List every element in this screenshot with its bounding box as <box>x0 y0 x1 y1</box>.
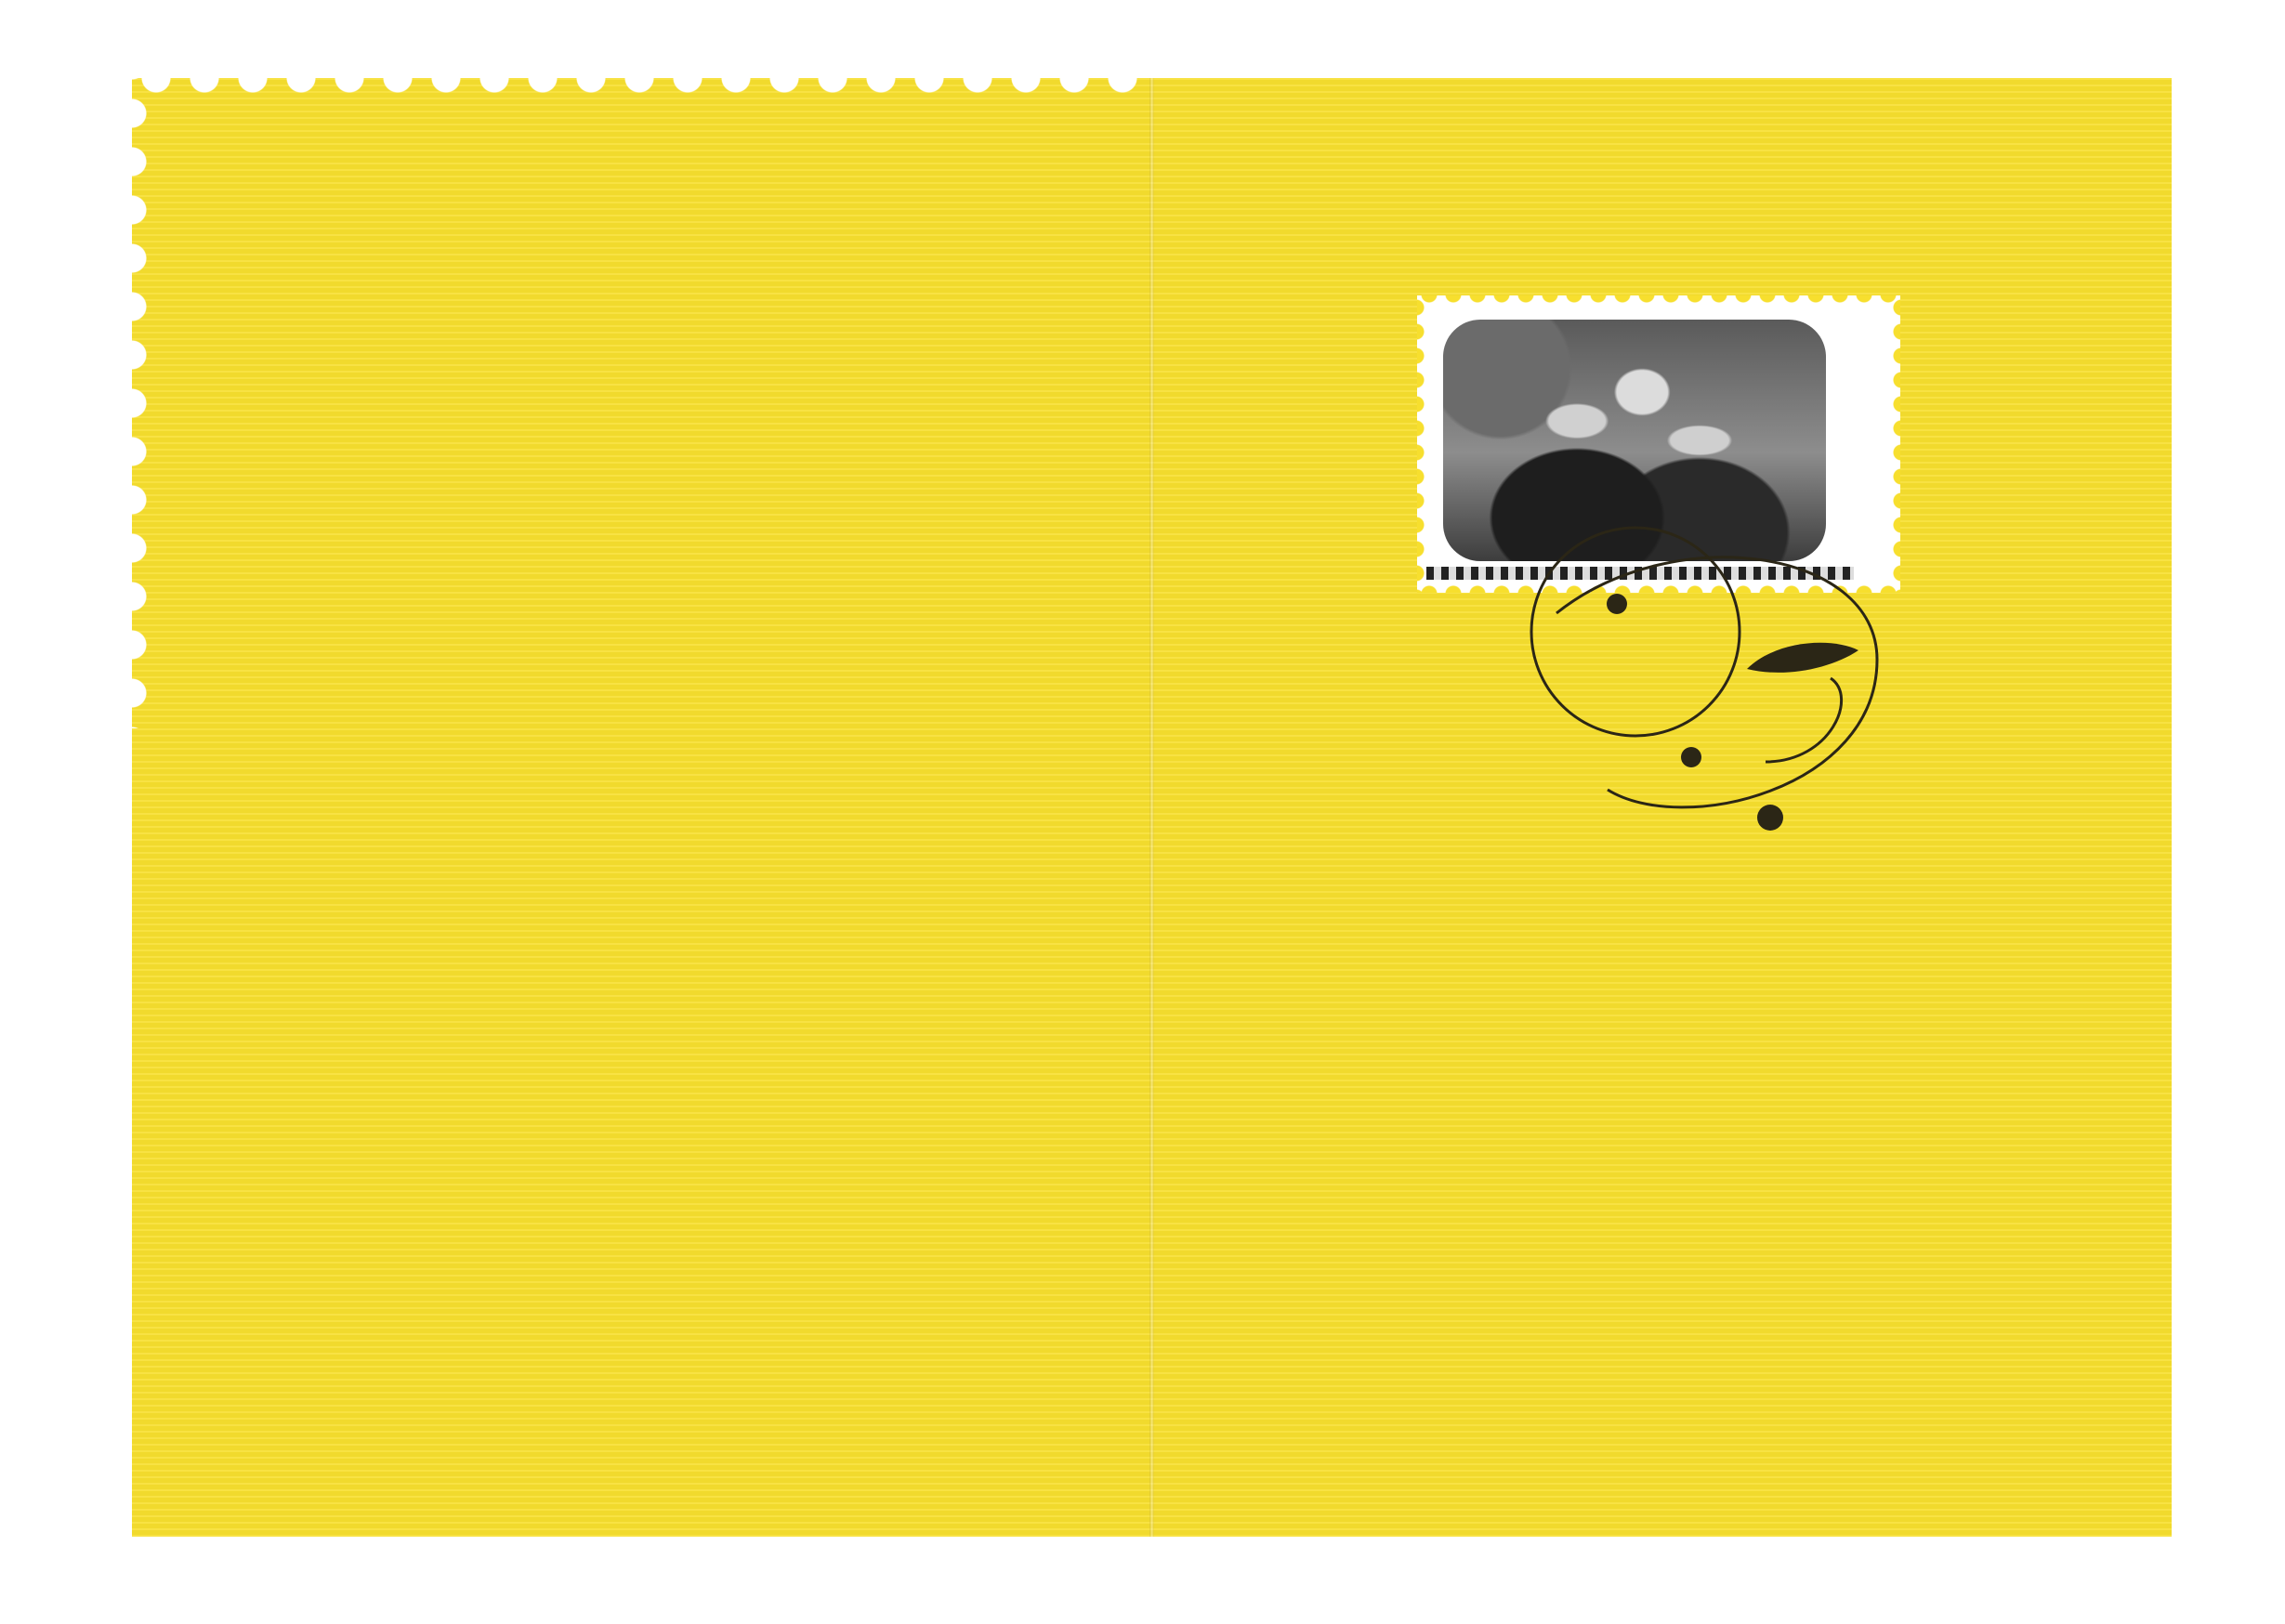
testbild-color-bars <box>1426 305 1854 320</box>
perforation-left <box>132 78 152 728</box>
first-day-postmark <box>1440 483 1905 910</box>
postmark-orbit-line-2 <box>1766 678 1842 762</box>
planet-icon <box>1607 594 1627 614</box>
perforation-top <box>132 78 1149 100</box>
testbild-side-bars <box>1426 320 1439 589</box>
planet-icon <box>1681 747 1701 767</box>
spaceship-icon <box>1747 643 1858 673</box>
postmark-orbit-line <box>1556 557 1877 807</box>
center-fold <box>1149 78 1154 1537</box>
article-text <box>238 251 1043 290</box>
planet-icon <box>1757 805 1783 831</box>
